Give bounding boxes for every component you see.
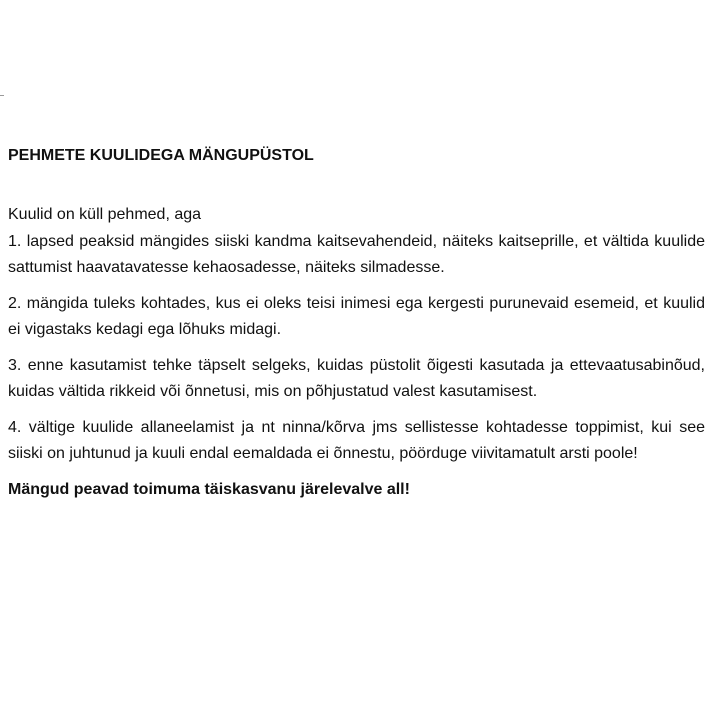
instruction-item-4: 4. vältige kuulide allaneelamist ja nt ninna/kõrva jms sellistesse kohtadesse toppimist, kui see siiski on juhtunud ja kuuli endal eemaldada ei õnnestu, pöörduge viivitamatult arsti poole! (8, 418, 705, 462)
closing-warning: Mängud peavad toimuma täiskasvanu järelevalve all! (8, 480, 410, 498)
intro-text: Kuulid on küll pehmed, aga (8, 206, 202, 223)
edge-mark (0, 95, 4, 96)
instruction-item-3: 3. enne kasutamist tehke täpselt selgeks, kuidas püstolit õigesti kasutada ja ettevaatusabinõud, kuidas vältida rikkeid või õnnetusi, mis on põhjustatud valest kasutamisest. (8, 356, 705, 400)
document-title: PEHMETE KUULIDEGA MÄNGUPÜSTOL (8, 147, 314, 164)
instruction-item-2: 2. mängida tuleks kohtades, kus ei oleks teisi inimesi ega kergesti purunevaid esemeid, et kuulid ei vigastaks kedagi ega lõhuks midagi. (8, 294, 705, 338)
instruction-item-1: 1. lapsed peaksid mängides siiski kandma kaitsevahendeid, näiteks kaitseprille, et vältida kuulide sattumist haavatavatesse kehaosadesse, näiteks silmadesse. (8, 232, 705, 276)
document-body (8, 145, 705, 503)
